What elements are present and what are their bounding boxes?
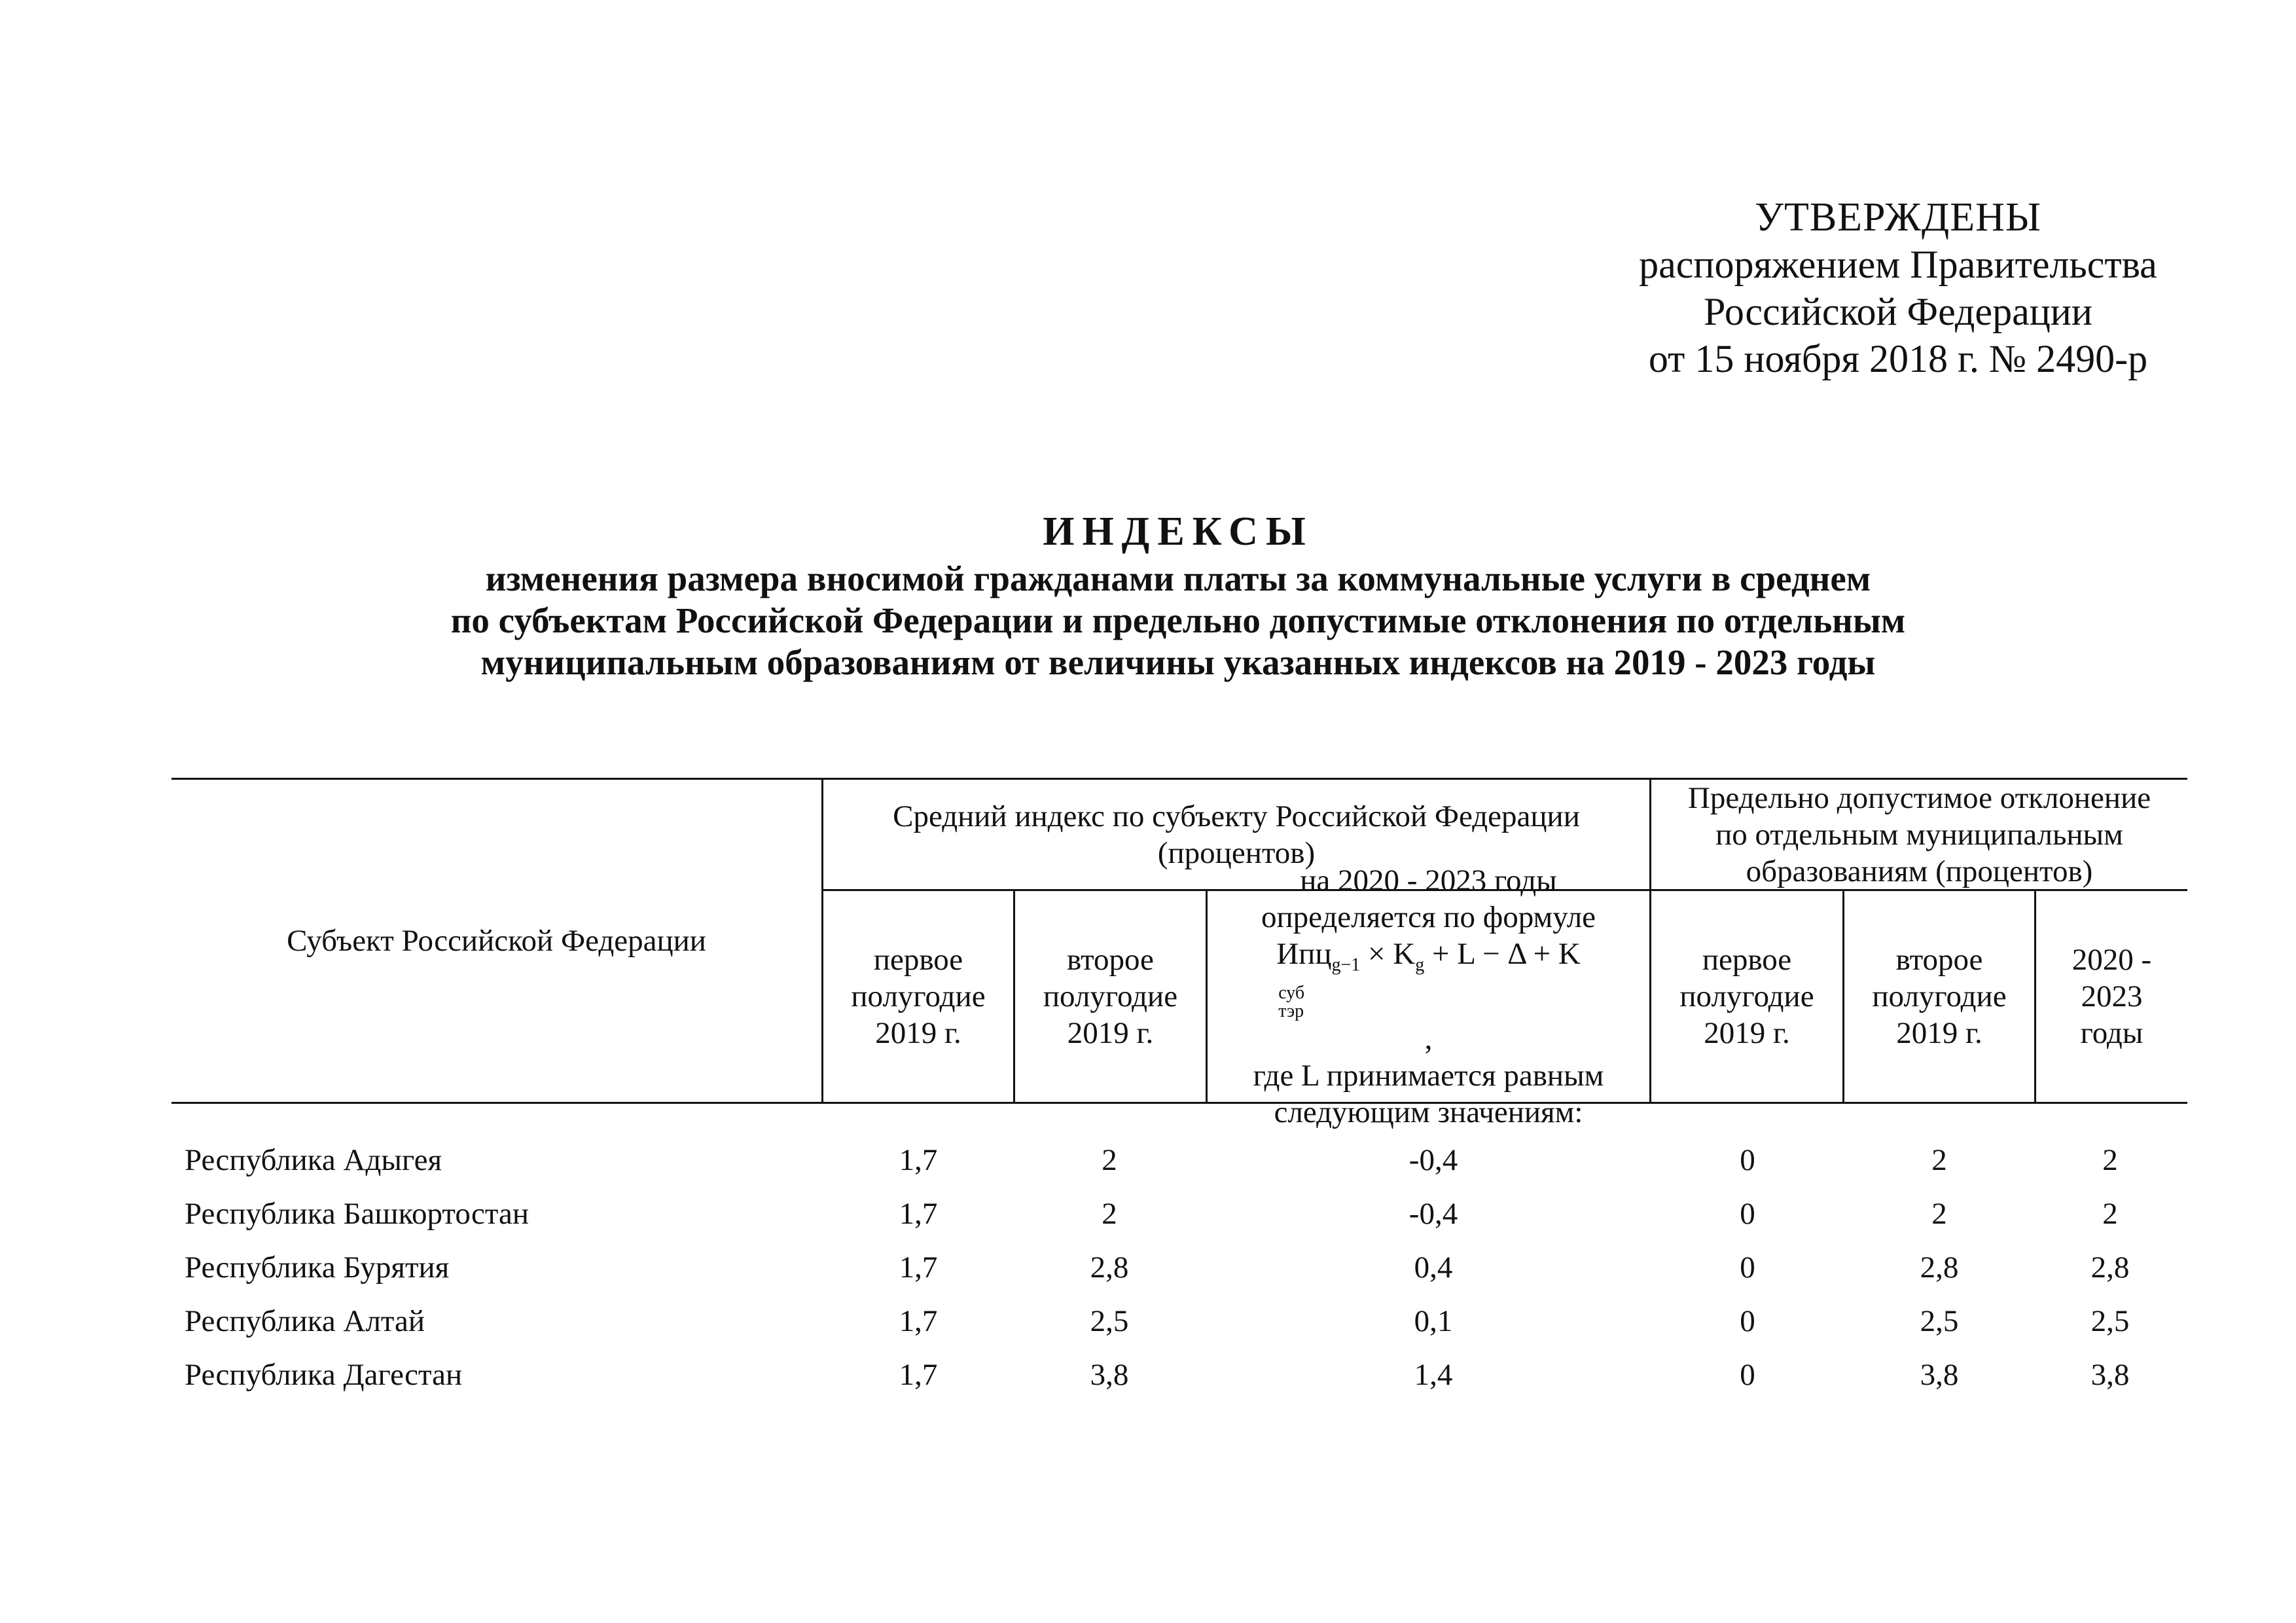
approval-line: распоряжением Правительства [1639,243,2157,286]
approval-line: от 15 ноября 2018 г. № 2490-р [1648,337,2148,380]
header-dev-2020-2023: 2020 - 2023 годы [2072,943,2152,1050]
cell-dev-h2: 2 [1931,1143,1947,1177]
cell-avg-h1: 1,7 [899,1358,938,1392]
cell-dev-h2: 2,5 [1920,1304,1959,1338]
approval-line: Российской Федерации [1703,290,2093,333]
row-subject: Республика Бурятия [185,1250,450,1285]
formula: $Ипц_{g-1} \times K_g + L - \Delta + K$ суб тэр , [1276,937,1581,1056]
cell-avg-h2: 2,8 [1090,1250,1129,1285]
table-row [171,1294,2187,1348]
cell-dev-2020-2023: 3,8 [2090,1358,2130,1392]
cell-avg-h2: 2,5 [1090,1304,1129,1338]
cell-avg-h1: 1,7 [899,1304,938,1338]
cell-dev-h1: 0 [1740,1250,1755,1285]
table-row [171,1187,2187,1241]
cell-dev-h1: 0 [1740,1143,1755,1177]
cell-avg-h2: 2 [1102,1197,1117,1231]
document-title: ИНДЕКСЫ [1043,509,1314,554]
approval-block [1623,194,2173,382]
cell-dev-2020-2023: 2,8 [2090,1250,2130,1285]
cell-avg-h2: 3,8 [1090,1358,1129,1392]
cell-avg-h1: 1,7 [899,1143,938,1177]
cell-dev-h2: 3,8 [1920,1358,1959,1392]
header-average-index-group: Средний индекс по субъекту Российской Федерации (процентов) [893,799,1580,870]
header-avg-second-half-2019: второе полугодие 2019 г. [1043,943,1178,1050]
header-formula-2020-2023: на 2020 - 2023 годы определяется по формуле $Ипц_{g-1} \times K_g + L - \Delta + K$ суб тэр , где L принимается равным следующим значениям: [1253,864,1604,1129]
header-dev-first-half-2019: первое полугодие 2019 г. [1679,943,1814,1050]
heading-line: изменения размера вносимой гражданами платы за коммунальные услуги в среднем [485,558,1871,598]
approval-title: УТВЕРЖДЕНЫ [1755,195,2041,240]
cell-l-value: -0,4 [1408,1197,1458,1231]
cell-dev-h1: 0 [1740,1197,1755,1231]
cell-dev-2020-2023: 2 [2102,1143,2118,1177]
table-row [171,1348,2187,1402]
table-row [171,1241,2187,1294]
heading-line: муниципальным образованиям от величины указанных индексов на 2019 - 2023 годы [480,642,1876,682]
cell-avg-h1: 1,7 [899,1250,938,1285]
cell-l-value: 1,4 [1414,1358,1453,1392]
header-dev-second-half-2019: второе полугодие 2019 г. [1872,943,2007,1050]
heading-line: по субъектам Российской Федерации и предельно допустимые отклонения по отдельным [450,600,1906,640]
cell-dev-h1: 0 [1740,1304,1755,1338]
header-avg-first-half-2019: первое полугодие 2019 г. [851,943,986,1050]
header-deviation-group: Предельно допустимое отклонение по отдельным муниципальным образованиям (процентов) [1687,780,2151,888]
row-subject: Республика Башкортостан [185,1197,529,1231]
row-subject: Республика Адыгея [185,1143,442,1177]
table-row [171,1133,2187,1187]
header-bottom-rule [171,1102,2187,1104]
cell-avg-h1: 1,7 [899,1197,938,1231]
cell-dev-2020-2023: 2 [2102,1197,2118,1231]
cell-dev-2020-2023: 2,5 [2090,1304,2130,1338]
cell-avg-h2: 2 [1102,1143,1117,1177]
cell-l-value: 0,1 [1414,1304,1453,1338]
row-subject: Республика Дагестан [185,1358,463,1392]
document-heading [262,511,2094,684]
row-subject: Республика Алтай [185,1304,425,1338]
cell-l-value: 0,4 [1414,1250,1453,1285]
cell-l-value: -0,4 [1408,1143,1458,1177]
cell-dev-h2: 2,8 [1920,1250,1959,1285]
header-subject: Субъект Российской Федерации [287,924,706,958]
cell-dev-h2: 2 [1931,1197,1947,1231]
cell-dev-h1: 0 [1740,1358,1755,1392]
